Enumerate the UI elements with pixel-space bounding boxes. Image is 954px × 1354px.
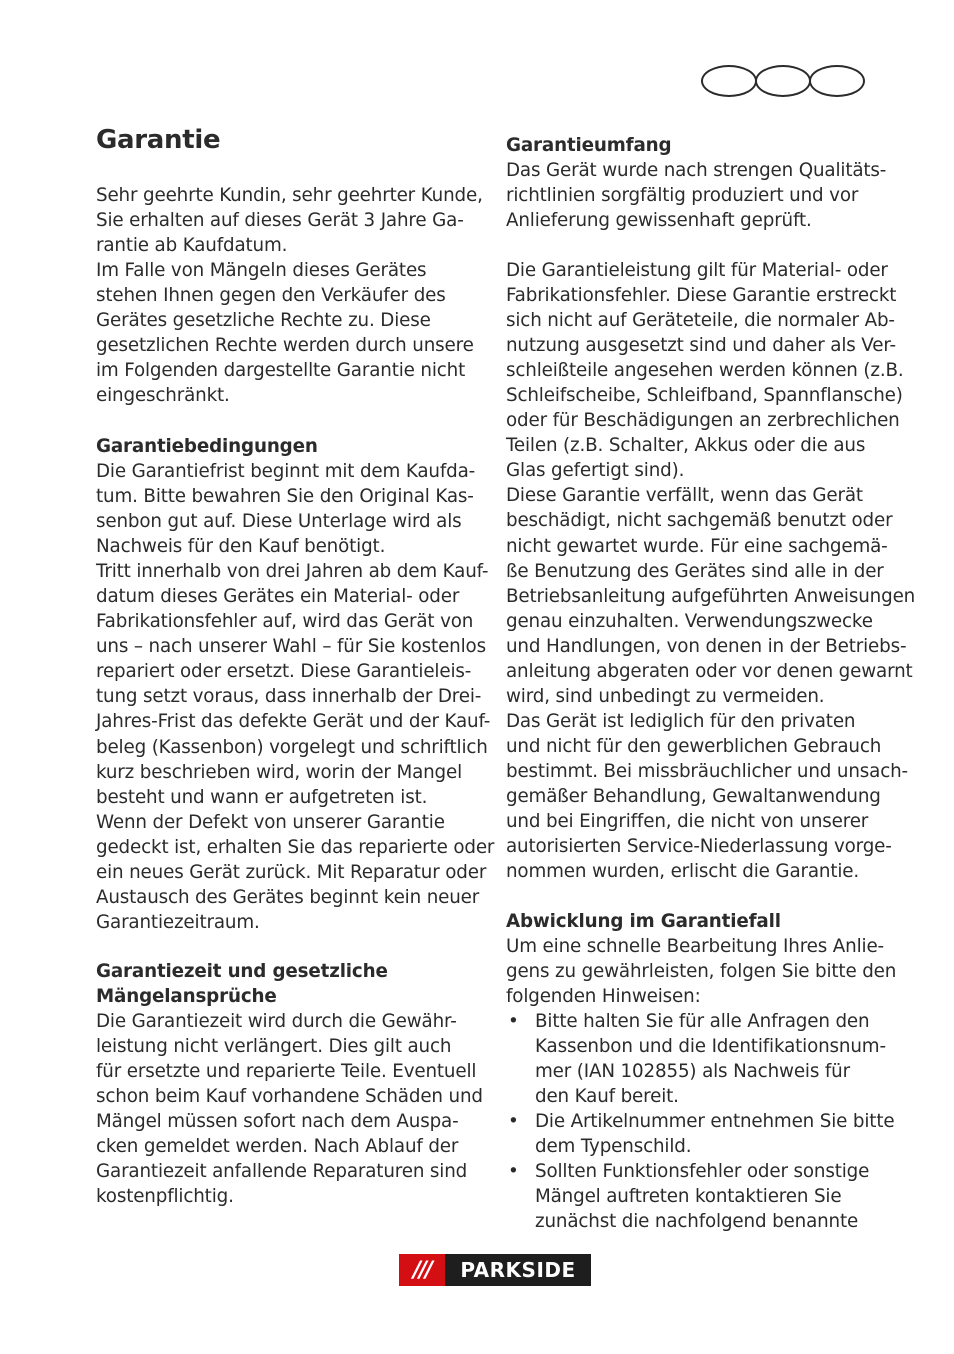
- page-title: Garantie: [96, 125, 221, 155]
- text-line: nutzung ausgesetzt sind und daher als Ver-: [506, 335, 896, 357]
- text-line: Garantiezeitraum.: [96, 911, 260, 933]
- text-line: den Kauf bereit.: [535, 1086, 679, 1108]
- text-line: Die Garantiezeit wird durch die Gewähr-: [96, 1011, 457, 1032]
- text-line: kurz beschrieben wird, worin der Mangel: [96, 761, 463, 783]
- period-paragraph: [96, 1009, 483, 1209]
- scope-paragraph-1: [506, 158, 886, 233]
- text-line: anleitung abgeraten oder vor denen gewarnt: [506, 660, 913, 682]
- logo-stripes: ///: [399, 1254, 445, 1286]
- text-line: sich nicht auf Geräteteile, die normaler Ab-: [506, 310, 895, 332]
- text-line: Schleifscheibe, Schleifband, Spannflansche): [506, 385, 903, 407]
- text-line: schon beim Kauf vorhandene Schäden und: [96, 1086, 483, 1108]
- text-line: Wenn der Defekt von unserer Garantie: [96, 811, 445, 833]
- text-line: Die Garantiefrist beginnt mit dem Kaufda-: [96, 461, 476, 482]
- text-line: und bei Eingriffen, die nicht von unserer: [506, 811, 869, 833]
- text-line: repariert oder ersetzt. Diese Garantieleis-: [96, 661, 472, 683]
- text-line: und Handlungen, von denen in der Betriebs-: [506, 635, 907, 657]
- scope-heading: Garantieumfang: [506, 135, 672, 156]
- text-line: tum. Bitte bewahren Sie den Original Kas-: [96, 486, 474, 508]
- text-line: gesetzlichen Rechte werden durch unsere: [96, 335, 474, 357]
- text-line: gemäßer Behandlung, Gewaltanwendung: [506, 785, 881, 807]
- text-line: Die Garantieleistung gilt für Material- oder: [506, 260, 888, 281]
- list-item: [506, 1009, 906, 1109]
- text-line: Sie erhalten auf dieses Gerät 3 Jahre Ga-: [96, 210, 464, 232]
- list-item: [506, 1159, 906, 1234]
- text-line: autorisierten Service-Niederlassung vorge-: [506, 836, 892, 858]
- text-line: Bitte halten Sie für alle Anfragen den: [535, 1011, 870, 1032]
- list-item: [506, 1109, 906, 1159]
- text-line: cken gemeldet werden. Nach Ablauf der: [96, 1136, 459, 1158]
- text-line: Jahres-Frist das defekte Gerät und der Kauf-: [96, 711, 491, 733]
- text-line: stehen Ihnen gegen den Verkäufer des: [96, 285, 446, 307]
- language-oval-2: [755, 65, 811, 97]
- claim-heading: Abwicklung im Garantiefall: [506, 911, 781, 932]
- text-line: Mängelansprüche: [96, 986, 277, 1008]
- claim-bullet-list: [506, 1009, 906, 1234]
- text-line: ein neues Gerät zurück. Mit Reparatur oder: [96, 861, 487, 883]
- text-line: rantie ab Kaufdatum.: [96, 235, 288, 257]
- text-line: Im Falle von Mängeln dieses Gerätes: [96, 260, 427, 282]
- text-line: bestimmt. Bei missbräuchlicher und unsach-: [506, 760, 908, 782]
- text-line: Das Gerät wurde nach strengen Qualitäts-: [506, 160, 887, 181]
- text-line: Glas gefertigt sind).: [506, 460, 685, 482]
- text-line: im Folgenden dargestellte Garantie nicht: [96, 360, 466, 382]
- scope-paragraph-2: [506, 258, 915, 884]
- text-line: besteht und wann er aufgetreten ist.: [96, 786, 428, 808]
- text-line: Anlieferung gewissenhaft geprüft.: [506, 210, 812, 232]
- text-line: nommen wurden, erlischt die Garantie.: [506, 861, 860, 883]
- bullet-icon: •: [508, 1011, 519, 1032]
- text-line: tung setzt voraus, dass innerhalb der Drei-: [96, 686, 482, 708]
- conditions-heading: Garantiebedingungen: [96, 436, 318, 457]
- text-line: Diese Garantie verfällt, wenn das Gerät: [506, 485, 863, 507]
- text-line: Fabrikationsfehler. Diese Garantie erstreckt: [506, 285, 897, 307]
- language-oval-1: [701, 65, 757, 97]
- conditions-paragraph: [96, 459, 494, 935]
- text-line: nicht gewartet wurde. Für eine sachgemä-: [506, 535, 888, 557]
- text-line: richtlinien sorgfältig produziert und vor: [506, 185, 859, 207]
- text-line: eingeschränkt.: [96, 385, 230, 407]
- text-line: ße Benutzung des Gerätes sind alle in der: [506, 560, 884, 582]
- text-line: Die Artikelnummer entnehmen Sie bitte: [535, 1111, 895, 1133]
- text-line: gens zu gewährleisten, folgen Sie bitte den: [506, 961, 897, 983]
- text-line: schleißteile angesehen werden können (z.B.: [506, 360, 904, 382]
- text-line: Nachweis für den Kauf benötigt.: [96, 536, 386, 558]
- intro-paragraph: [96, 183, 483, 408]
- text-line: Das Gerät ist lediglich für den privaten: [506, 710, 856, 732]
- text-line: Mängel müssen sofort nach dem Auspa-: [96, 1111, 459, 1133]
- text-line: Kassenbon und die Identifikationsnum-: [535, 1036, 886, 1058]
- text-line: zunächst die nachfolgend benannte: [535, 1211, 859, 1233]
- text-line: Sollten Funktionsfehler oder sonstige: [535, 1161, 870, 1183]
- text-line: dem Typenschild.: [535, 1136, 692, 1158]
- text-line: folgenden Hinweisen:: [506, 986, 701, 1008]
- text-line: uns – nach unserer Wahl – für Sie kostenlos: [96, 636, 486, 658]
- text-line: oder für Beschädigungen an zerbrechlichen: [506, 410, 900, 432]
- parkside-logo: [399, 1254, 591, 1286]
- bullet-icon: •: [508, 1161, 519, 1183]
- text-line: genau einzuhalten. Verwendungszwecke: [506, 610, 873, 632]
- text-line: beleg (Kassenbon) vorgelegt und schriftlich: [96, 736, 488, 758]
- text-line: Teilen (z.B. Schalter, Akkus oder die aus: [506, 435, 866, 457]
- text-line: leistung nicht verlängert. Dies gilt auch: [96, 1036, 452, 1058]
- text-line: gedeckt ist, erhalten Sie das reparierte oder: [96, 836, 495, 858]
- text-line: mer (IAN 102855) als Nachweis für: [535, 1061, 850, 1083]
- text-line: und nicht für den gewerblichen Gebrauch: [506, 735, 882, 757]
- text-line: für ersetzte und reparierte Teile. Eventuell: [96, 1061, 477, 1083]
- text-line: Garantiezeit anfallende Reparaturen sind: [96, 1161, 468, 1183]
- text-line: Um eine schnelle Bearbeitung Ihres Anlie-: [506, 936, 884, 957]
- text-line: senbon gut auf. Diese Unterlage wird als: [96, 511, 462, 533]
- language-oval-3: [809, 65, 865, 97]
- bullet-icon: •: [508, 1111, 519, 1133]
- text-line: kostenpflichtig.: [96, 1186, 234, 1208]
- text-line: wird, sind unbedingt zu vermeiden.: [506, 685, 825, 707]
- logo-name: PARKSIDE: [445, 1254, 591, 1286]
- claim-paragraph: [506, 934, 896, 1009]
- text-line: Sehr geehrte Kundin, sehr geehrter Kunde,: [96, 185, 483, 206]
- text-line: Betriebsanleitung aufgeführten Anweisungen: [506, 585, 916, 607]
- text-line: Fabrikationsfehler auf, wird das Gerät von: [96, 611, 474, 633]
- text-line: Tritt innerhalb von drei Jahren ab dem Kauf-: [96, 561, 489, 583]
- text-line: Gerätes gesetzliche Rechte zu. Diese: [96, 310, 431, 332]
- text-line: Garantiezeit und gesetzliche: [96, 961, 388, 982]
- text-line: datum dieses Gerätes ein Material- oder: [96, 586, 460, 608]
- text-line: Austausch des Gerätes beginnt kein neuer: [96, 886, 480, 908]
- period-heading: [96, 959, 388, 1009]
- text-line: Mängel auftreten kontaktieren Sie: [535, 1186, 842, 1208]
- text-line: beschädigt, nicht sachgemäß benutzt oder: [506, 510, 893, 532]
- language-ovals: [701, 65, 863, 97]
